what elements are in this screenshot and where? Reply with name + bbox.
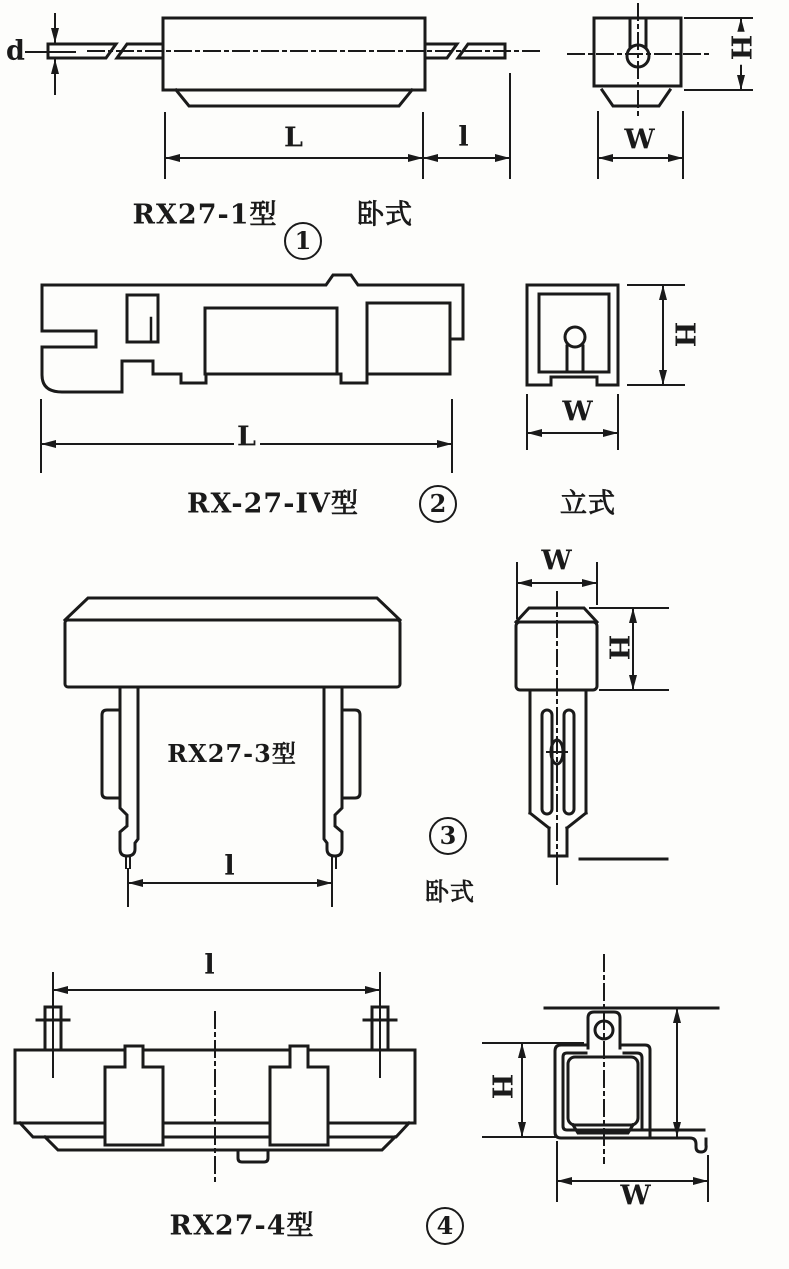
fig3-number-badge: 3 (429, 817, 467, 855)
fig2-dim-W: W (562, 396, 594, 428)
fig4-dim-l: l (204, 949, 216, 981)
fig2-dim-L: L (234, 424, 260, 451)
fig4-dim-W: W (620, 1180, 652, 1212)
fig1-dim-H: H (727, 32, 754, 65)
fig1-end-view (568, 4, 752, 178)
fig1-model-label: RX27-1型 (132, 199, 278, 231)
fig1-orientation-label: 卧式 (357, 199, 413, 231)
fig4-model-label: RX27-4型 (169, 1210, 315, 1242)
fig3-dim-H: H (602, 634, 634, 662)
fig2-model-label: RX-27-IV型 (187, 488, 359, 520)
fig4-number-badge: 4 (426, 1207, 464, 1245)
fig4-dim-H: H (485, 1073, 517, 1101)
fig2-end-view (527, 285, 684, 449)
fig1-dim-L: L (284, 122, 304, 154)
fig4-front-view (15, 973, 415, 1186)
fig2-number-badge: 2 (419, 485, 457, 523)
fig1-dim-d: d (6, 35, 26, 67)
fig3-model-label: RX27-3型 (167, 739, 297, 768)
fig1-dim-W: W (624, 124, 656, 156)
fig1-dim-l: l (458, 121, 470, 153)
fig4-side-view (483, 955, 718, 1201)
fig3-dim-l: l (224, 850, 236, 882)
fig3-side-view (516, 563, 668, 884)
fig3-orientation-label: 卧式 (425, 877, 475, 906)
fig2-orientation-label: 立式 (560, 488, 616, 520)
fig1-number-badge: 1 (284, 222, 322, 260)
fig3-dim-W: W (541, 545, 573, 577)
fig2-dim-H: H (668, 321, 700, 349)
